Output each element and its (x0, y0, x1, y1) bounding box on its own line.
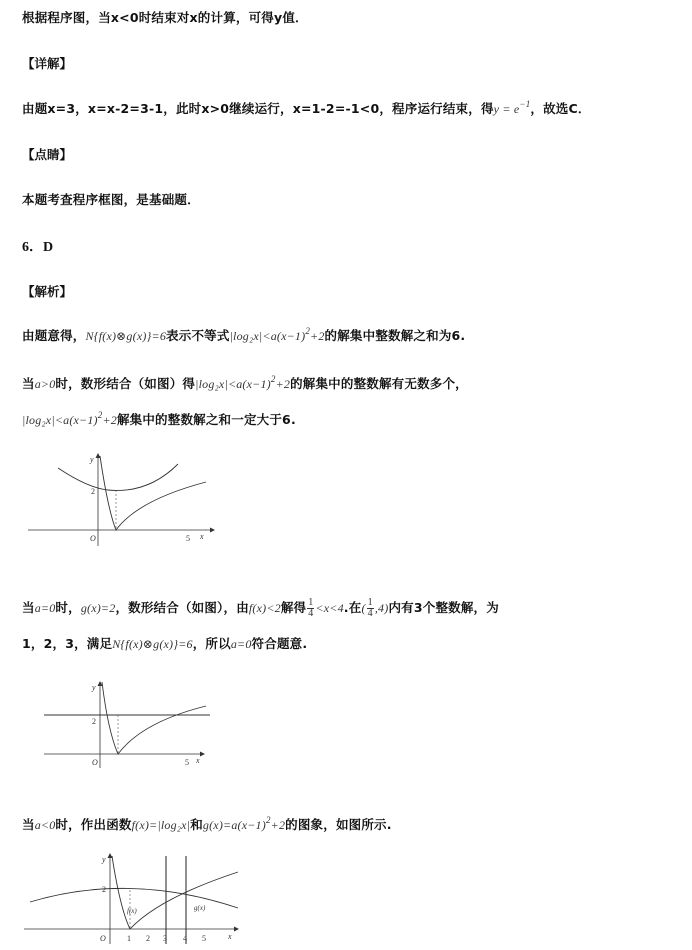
y-axis-label: y (102, 855, 106, 864)
text-line-5a: 当 (22, 376, 35, 391)
y-axis-label: y (90, 455, 94, 464)
text-line-7a: 当 (22, 600, 35, 615)
graph-a-positive (28, 450, 218, 550)
text-line-7d: 解得 (280, 600, 307, 615)
math-f-less-two: f(x)<2 (248, 601, 281, 615)
x-axis-arrow-icon (234, 927, 239, 932)
text-line-1: 根据程序图，当x<0时结束对x的计算，可得y值． (22, 10, 308, 25)
heading-key-point: 【点睛】 (22, 147, 73, 162)
math-plus-two: +2 (102, 413, 117, 427)
math-a-zero: a=0 (34, 601, 56, 615)
x-axis-arrow-icon (200, 752, 205, 757)
text-line-4a: 由题意得， (22, 328, 86, 343)
math-g-equals-two: g(x)=2 (80, 601, 116, 615)
heading-detailed-solution: 【详解】 (22, 56, 73, 71)
origin-label: O (90, 534, 96, 543)
x-axis-label: x (228, 932, 232, 941)
math-interval-close: ,4) (374, 601, 389, 615)
math-fraction-quarter: $\frac{1}{4}$ (308, 597, 314, 619)
text-line-8c: 符合题意. (251, 636, 308, 651)
math-x-range: <x<4 (315, 601, 344, 615)
text-line-7c: ，数形结合（如图），由 (115, 600, 249, 615)
text-line-2 (22, 99, 591, 117)
x-tick-label-1: 1 (127, 934, 131, 943)
text-line-6a: 解集中的整数解之和一定大于6. (116, 412, 296, 427)
text-line-8b: ，所以 (192, 636, 231, 651)
math-interval-open: ( (361, 601, 366, 615)
x-tick-label-5: 5 (202, 934, 206, 943)
math-n-expression: N{f(x)⊗g(x)}=6 (85, 329, 167, 343)
curve-f (102, 682, 206, 754)
text-line-2b: ，故选C． (530, 101, 591, 116)
math-plus-two: +2 (275, 377, 291, 391)
text-line-9c: 和 (190, 817, 203, 832)
math-square: 2 (270, 374, 276, 384)
math-a-positive: a>0 (34, 377, 56, 391)
origin-label: O (92, 758, 98, 767)
y-axis-label: y (92, 683, 96, 692)
text-line-9d: 的图象，如图所示. (285, 817, 392, 832)
text-line-5c: 的解集中的整数解有无数多个， (290, 376, 468, 391)
heading-analysis: 【解析】 (22, 284, 73, 299)
x-tick-label: 5 (186, 534, 190, 543)
curve-g-label: g(x) (194, 904, 206, 912)
math-square: 2 (265, 815, 271, 825)
x-tick-label-3: 3 (163, 934, 167, 943)
text-line-7e: .在 (343, 600, 362, 615)
math-a-negative: a<0 (34, 818, 56, 832)
math-plus-two: +2 (310, 329, 325, 343)
x-tick-label: 5 (185, 758, 189, 767)
text-line-8a: 1，2，3，满足 (22, 636, 113, 651)
x-axis-label: x (200, 532, 204, 541)
math-inequality: |log₂x|<a(x−1) (22, 413, 98, 427)
text-line-8 (22, 634, 307, 652)
math-inequality: |log₂x|<a(x−1) (229, 329, 306, 343)
math-n-expression: N{f(x)⊗g(x)}=6 (112, 637, 193, 651)
text-line-4 (22, 326, 465, 344)
x-axis-arrow-icon (210, 528, 215, 533)
math-inequality: |log₂x|<a(x−1) (195, 377, 271, 391)
math-exponent: −1 (519, 99, 531, 109)
x-tick-label-2: 2 (146, 934, 150, 943)
x-tick-label-4: 4 (183, 934, 187, 943)
graph-a-negative (24, 850, 244, 948)
math-plus-two: +2 (270, 818, 286, 832)
text-line-9a: 当 (22, 817, 35, 832)
text-line-5b: 时，数形结合（如图）得 (55, 376, 196, 391)
graph-a-zero (44, 676, 224, 772)
y-tick-label: 2 (92, 717, 96, 726)
text-line-4c: 的解集中整数解之和为6. (324, 328, 466, 343)
y-tick-label: 2 (102, 885, 106, 894)
origin-label: O (100, 934, 106, 943)
curve-g (30, 888, 238, 908)
math-a-zero: a=0 (230, 637, 252, 651)
text-line-4b: 表示不等式 (166, 328, 230, 343)
question-6-answer: 6．D (22, 240, 54, 255)
text-line-9b: 时，作出函数 (55, 817, 132, 832)
math-square: 2 (97, 410, 103, 420)
x-axis-label: x (196, 756, 200, 765)
text-line-3: 本题考查程序框图，是基础题． (22, 192, 200, 207)
text-line-6 (22, 410, 296, 428)
text-line-5 (22, 374, 468, 392)
text-line-7b: 时， (55, 600, 81, 615)
y-tick-label: 2 (91, 487, 95, 496)
curve-g (58, 464, 178, 490)
curve-f-label: f(x) (127, 907, 137, 915)
text-line-7 (22, 598, 499, 619)
text-line-9 (22, 815, 392, 833)
text-line-7f: 内有3个整数解，为 (388, 600, 499, 615)
math-g-definition: g(x)=a(x−1) (202, 818, 266, 832)
text-line-2a: 由题x=3，x=x-2=3-1，此时x>0继续运行，x=1-2=-1<0，程序运行结束，得 (22, 101, 494, 116)
math-y-equals-e: y = e (493, 102, 520, 116)
math-f-definition: f(x)=|log₂x| (131, 818, 191, 832)
math-square: 2 (305, 326, 311, 336)
math-fraction-quarter-2: $\frac{1}{4}$ (367, 597, 373, 619)
